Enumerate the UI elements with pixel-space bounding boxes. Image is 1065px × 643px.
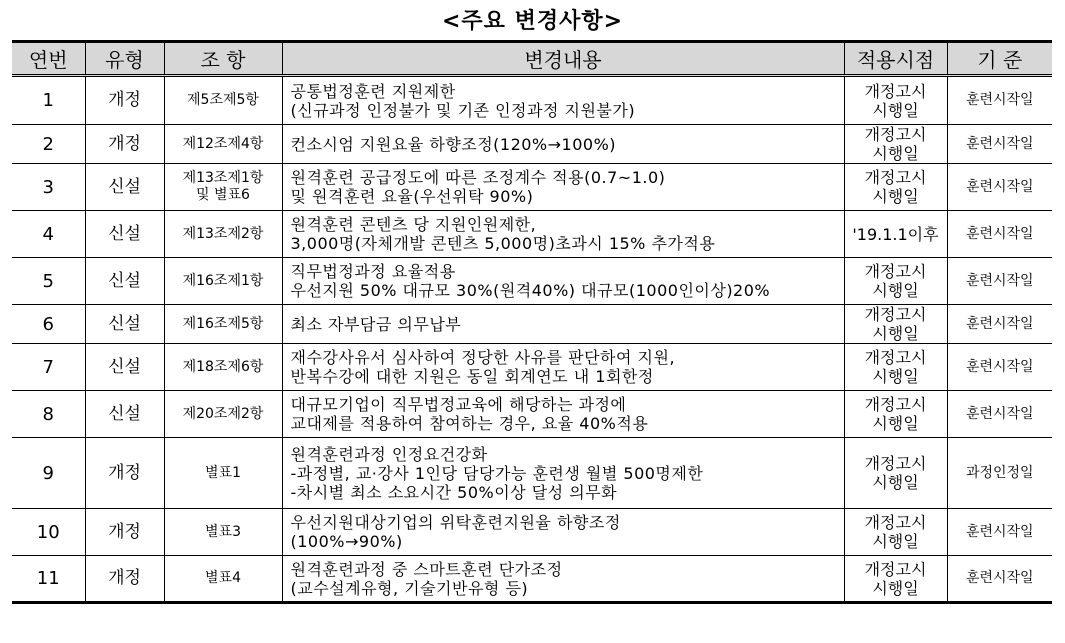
- cell-line: 개정고시: [864, 305, 927, 324]
- cell-basis: 훈련시작일: [947, 211, 1052, 258]
- cell-line: 제13조제1항: [182, 170, 264, 186]
- cell-line: 시행일: [872, 578, 919, 598]
- cell-line: 제16조제1항: [182, 272, 264, 289]
- cell-line: '19.1.1이후: [852, 224, 939, 244]
- header-no: 연번: [12, 42, 85, 76]
- cell-line: (교수설계유형, 기술기반유형 등): [290, 578, 529, 598]
- cell-line: 우선지원 50% 대규모 30%(원격40%) 대규모(1000인이상)20%: [290, 281, 771, 300]
- cell-no: 5: [12, 258, 85, 305]
- cell-apply: [844, 258, 947, 305]
- cell-basis: 훈련시작일: [947, 164, 1052, 211]
- cell-apply: [844, 509, 947, 556]
- cell-line: 시행일: [872, 187, 919, 206]
- cell-no: 8: [12, 391, 85, 438]
- cell-no: 7: [12, 344, 85, 391]
- cell-line: 별표4: [205, 570, 241, 586]
- cell-type: 신설: [85, 258, 164, 305]
- cell-content: [282, 556, 844, 603]
- table-row: [12, 76, 1052, 125]
- cell-line: 별표1: [205, 464, 241, 481]
- cell-line: 시행일: [872, 532, 919, 551]
- cell-apply: [844, 556, 947, 603]
- cell-article: [164, 438, 282, 509]
- changes-table: [12, 40, 1052, 604]
- cell-type: 신설: [85, 164, 164, 211]
- cell-article: [164, 305, 282, 344]
- cell-no: 3: [12, 164, 85, 211]
- cell-line: 원격훈련 콘텐츠 당 지원인원제한,: [290, 215, 537, 234]
- cell-line: 시행일: [872, 324, 919, 343]
- cell-line: 교대제를 적용하여 참여하는 경우, 요율 40%적용: [290, 414, 649, 433]
- cell-article: [164, 391, 282, 438]
- cell-line: 별표3: [205, 523, 241, 540]
- cell-line: 시행일: [872, 367, 919, 386]
- cell-apply: [844, 391, 947, 438]
- cell-no: 10: [12, 509, 85, 556]
- cell-apply: [844, 211, 947, 258]
- cell-line: 제18조제6항: [182, 358, 264, 375]
- cell-type: 개정: [85, 556, 164, 603]
- table-row: [12, 258, 1052, 305]
- cell-apply: [844, 76, 947, 125]
- cell-content: [282, 305, 844, 344]
- table-row: [12, 164, 1052, 211]
- cell-line: 컨소시엄 지원요율 하향조정(120%→100%): [290, 134, 617, 154]
- cell-line: 제16조제5항: [182, 315, 264, 332]
- cell-content: [282, 391, 844, 438]
- cell-type: 개정: [85, 438, 164, 509]
- cell-content: [282, 438, 844, 509]
- cell-apply: [844, 438, 947, 509]
- cell-basis: 훈련시작일: [947, 258, 1052, 305]
- cell-line: 우선지원대상기업의 위탁훈련지원율 하향조정: [290, 513, 621, 532]
- cell-article: [164, 509, 282, 556]
- table-row: [12, 556, 1052, 603]
- cell-line: 반복수강에 대한 지원은 동일 회계연도 내 1회한정: [290, 367, 654, 386]
- table-row: [12, 391, 1052, 438]
- cell-article: [164, 258, 282, 305]
- table-row: [12, 125, 1052, 164]
- cell-content: [282, 258, 844, 305]
- cell-line: 개정고시: [864, 559, 927, 579]
- cell-line: 제12조제4항: [182, 135, 264, 152]
- cell-line: -과정별, 교·강사 1인당 담당가능 훈련생 월별 500명제한: [290, 463, 704, 483]
- cell-type: 개정: [85, 76, 164, 125]
- cell-apply: [844, 305, 947, 344]
- cell-line: (신규과정 인정불가 및 기존 인정과정 지원불가): [290, 100, 636, 120]
- table-row: [12, 211, 1052, 258]
- cell-line: 대규모기업이 직무법정교육에 해당하는 과정에: [290, 395, 627, 414]
- cell-type: 신설: [85, 305, 164, 344]
- cell-type: 개정: [85, 509, 164, 556]
- cell-article: [164, 76, 282, 125]
- cell-line: 공통법정훈련 지원제한: [290, 81, 456, 101]
- cell-line: 최소 자부담금 의무납부: [290, 314, 462, 334]
- header-article: 조 항: [164, 42, 282, 76]
- cell-line: 제5조제5항: [187, 92, 259, 108]
- cell-article: [164, 164, 282, 211]
- header-apply: 적용시점: [844, 42, 947, 76]
- cell-article: [164, 211, 282, 258]
- cell-line: 직무법정과정 요율적용: [290, 262, 456, 281]
- table-header-row: [12, 42, 1052, 76]
- cell-no: 11: [12, 556, 85, 603]
- cell-type: 신설: [85, 391, 164, 438]
- cell-apply: [844, 164, 947, 211]
- cell-line: 개정고시: [864, 262, 927, 281]
- cell-basis: 훈련시작일: [947, 556, 1052, 603]
- cell-no: 1: [12, 76, 85, 125]
- cell-basis: 훈련시작일: [947, 344, 1052, 391]
- cell-no: 4: [12, 211, 85, 258]
- cell-line: 제20조제2항: [182, 405, 264, 422]
- cell-basis: 훈련시작일: [947, 76, 1052, 125]
- cell-line: 재수강사유서 심사하여 정당한 사유를 판단하여 지원,: [290, 348, 676, 367]
- cell-content: [282, 125, 844, 164]
- table-row: [12, 305, 1052, 344]
- cell-line: 시행일: [872, 144, 919, 163]
- cell-line: 개정고시: [864, 454, 927, 473]
- header-content: 변경내용: [282, 42, 844, 76]
- cell-line: 시행일: [872, 473, 919, 492]
- cell-article: [164, 344, 282, 391]
- cell-line: 개정고시: [864, 168, 927, 187]
- cell-type: 신설: [85, 211, 164, 258]
- cell-line: 원격훈련과정 인정요건강화: [290, 444, 488, 464]
- cell-content: [282, 164, 844, 211]
- cell-article: [164, 125, 282, 164]
- header-type: 유형: [85, 42, 164, 76]
- cell-line: 시행일: [872, 100, 919, 120]
- table-row: [12, 344, 1052, 391]
- table-row: [12, 438, 1052, 509]
- cell-line: 개정고시: [864, 348, 927, 367]
- cell-no: 6: [12, 305, 85, 344]
- cell-type: 개정: [85, 125, 164, 164]
- cell-basis: 훈련시작일: [947, 509, 1052, 556]
- cell-article: [164, 556, 282, 603]
- page-title: <주요 변경사항>: [441, 9, 624, 34]
- cell-type: 신설: [85, 344, 164, 391]
- cell-content: [282, 76, 844, 125]
- cell-basis: 훈련시작일: [947, 305, 1052, 344]
- cell-basis: 훈련시작일: [947, 125, 1052, 164]
- cell-line: 및 별표6: [196, 187, 250, 203]
- cell-line: 원격훈련 공급정도에 따른 조정계수 적용(0.7~1.0): [290, 168, 666, 187]
- cell-basis: 훈련시작일: [947, 391, 1052, 438]
- cell-apply: [844, 125, 947, 164]
- cell-basis: 과정인정일: [947, 438, 1052, 509]
- cell-line: (100%→90%): [290, 532, 403, 551]
- cell-line: 제13조제2항: [182, 225, 264, 242]
- cell-line: -차시별 최소 소요시간 50%이상 달성 의무화: [290, 482, 618, 502]
- cell-line: 시행일: [872, 281, 919, 300]
- cell-apply: [844, 344, 947, 391]
- cell-line: 3,000명(자체개발 콘텐츠 5,000명)초과시 15% 추가적용: [290, 234, 716, 253]
- cell-no: 2: [12, 125, 85, 164]
- cell-line: 개정고시: [864, 513, 927, 532]
- header-basis: 기 준: [947, 42, 1052, 76]
- cell-line: 개정고시: [864, 125, 927, 144]
- cell-line: 시행일: [872, 414, 919, 433]
- cell-line: 개정고시: [864, 81, 927, 101]
- cell-content: [282, 509, 844, 556]
- cell-line: 개정고시: [864, 395, 927, 414]
- cell-content: [282, 211, 844, 258]
- cell-line: 및 원격훈련 요율(우선위탁 90%): [290, 187, 534, 206]
- cell-no: 9: [12, 438, 85, 509]
- cell-line: 원격훈련과정 중 스마트훈련 단가조정: [290, 559, 563, 579]
- table-row: [12, 509, 1052, 556]
- cell-content: [282, 344, 844, 391]
